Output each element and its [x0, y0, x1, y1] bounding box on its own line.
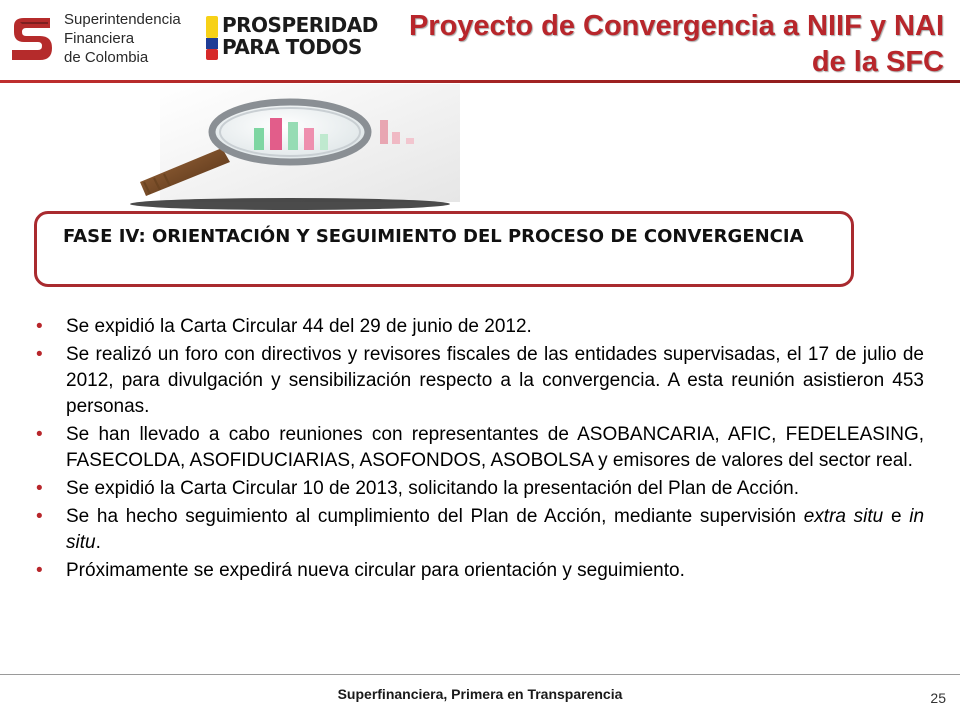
bullet-text: Próximamente se expedirá nueva circular para orientación y seguimiento. [66, 560, 685, 581]
prosperidad-line-1: PROSPERIDAD [222, 13, 378, 37]
bullet-dot-icon: • [36, 424, 43, 445]
bullet-text: Se expidió la Carta Circular 44 del 29 de junio de 2012. [66, 316, 532, 337]
footer-slogan: Superfinanciera, Primera en Transparencia [337, 686, 623, 702]
sfc-logo-line-3: de Colombia [64, 49, 149, 66]
bullet-dot-icon: • [36, 316, 43, 337]
list-item [36, 476, 924, 502]
list-item [36, 422, 924, 474]
list-item [36, 314, 924, 340]
sfc-s-mark-icon [4, 10, 60, 66]
header-divider [0, 80, 960, 83]
slide-title-line-1: Proyecto de Convergencia a NIIF y NAI [408, 10, 944, 42]
colombia-flag-icon [206, 16, 218, 60]
bullet-text: Se realizó un foro con directivos y revisores fiscales de las entidades supervisadas, el 17 de julio de 2012, para divulgación y sensibilización respecto a la convergencia. A esta reunión asistieron 453 personas. [66, 344, 924, 417]
sfc-logo-line-2: Financiera [64, 30, 135, 47]
bullet-text: Se expidió la Carta Circular 10 de 2013, solicitando la presentación del Plan de Acción. [66, 478, 800, 499]
bullet-text-emphasis-1: extra situ [803, 506, 884, 527]
slide-title-line-2: de la SFC [811, 46, 944, 78]
list-item [36, 342, 924, 420]
prosperidad-line-2: PARA TODOS [222, 35, 362, 59]
list-item [36, 558, 924, 584]
bullet-dot-icon: • [36, 478, 43, 499]
sfc-logo-line-1: Superintendencia [64, 11, 181, 28]
list-item [36, 504, 924, 556]
bullet-dot-icon: • [36, 506, 43, 527]
sfc-logo-text [64, 10, 181, 67]
sfc-logo [4, 6, 200, 70]
prosperidad-logo [206, 12, 378, 68]
bullet-text-emphasis-2: in situ [66, 506, 925, 553]
phase-box [34, 211, 854, 287]
bullet-dot-icon: • [36, 344, 43, 365]
magnifier-chart-icon [130, 84, 470, 210]
bullet-text-middle: e [883, 506, 910, 527]
bullet-list [36, 314, 924, 586]
slide-title [354, 8, 944, 80]
bullet-text-after: . [95, 532, 101, 553]
page-number: 25 [930, 690, 946, 706]
phase-title: FASE IV: ORIENTACIÓN Y SEGUIMIENTO DEL PROCESO DE CONVERGENCIA [63, 226, 804, 247]
bullet-dot-icon: • [36, 560, 43, 581]
bullet-text-before: Se ha hecho seguimiento al cumplimiento del Plan de Acción, mediante supervisión [66, 506, 804, 527]
bullet-text: Se han llevado a cabo reuniones con representantes de ASOBANCARIA, AFIC, FEDELEASING, FASECOLDA, ASOFIDUCIARIAS, ASOFONDOS, ASOBOLSA y emisores de valores del sector real. [66, 424, 924, 471]
footer-divider [0, 674, 960, 675]
